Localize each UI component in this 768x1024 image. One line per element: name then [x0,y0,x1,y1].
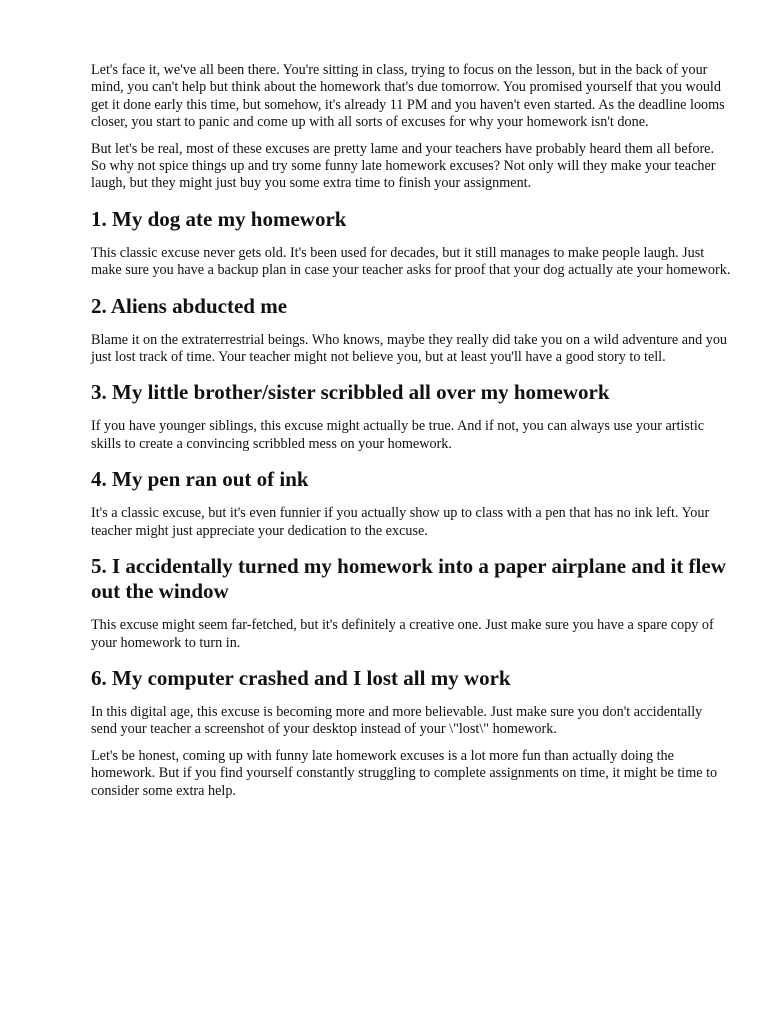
section-body-5: This excuse might seem far-fetched, but it's definitely a creative one. Just make sure you have a spare copy of your homework to turn in. [91,617,714,651]
section-heading-3: 3. My little brother/sister scribbled all over my homework [91,380,610,405]
section-heading-2: 2. Aliens abducted me [91,293,288,318]
section-body-6: In this digital age, this excuse is becoming more and more believable. Just make sure you don't accidentally send your teacher a screenshot of your desktop instead of your \"lost\" homework. [91,703,703,738]
intro-paragraph-1: Let's face it, we've all been there. You're sitting in class, trying to focus on the lesson, but in the back of your mind, you can't help but think about the homework that's due tomorrow. You promised yourself that you would get it done early this time, but somehow, it's already 11 PM and you haven't even started. As the deadline looms closer, you start to panic and come up with all sorts of excuses for why your homework isn't done. [91,62,725,131]
section-body-3: If you have younger siblings, this excuse might actually be true. And if not, you can always use your artistic skills to create a convincing scribbled mess on your homework. [91,418,705,452]
section-heading-5: 5. I accidentally turned my homework into a paper airplane and it flew out the window [91,554,726,604]
conclusion-paragraph: Let's be honest, coming up with funny late homework excuses is a lot more fun than actually doing the homework. But if you find yourself constantly struggling to complete assignments on time, it might be time to consider some extra help. [91,747,718,799]
section-body-2: Blame it on the extraterrestrial beings. Who knows, maybe they really did take you on a wild adventure and you just lost track of time. Your teacher might not believe you, but at least you'll have a good story to tell. [91,331,728,366]
intro-paragraph-2: But let's be real, most of these excuses are pretty lame and your teachers have probably heard them all before. So why not spice things up and try some funny late homework excuses? Not only will they make your teacher laugh, but they might just buy you some extra time to finish your assignment. [91,140,716,192]
section-body-1: This classic excuse never gets old. It's been used for decades, but it still manages to make people laugh. Just make sure you have a backup plan in case your teacher asks for proof that your dog actually ate your homework. [91,244,731,279]
section-heading-6: 6. My computer crashed and I lost all my work [91,665,511,690]
section-body-4: It's a classic excuse, but it's even funnier if you actually show up to class with a pen that has no ink left. Your teacher might just appreciate your dedication to the excuse. [91,505,710,539]
document-page [91,62,731,809]
section-heading-4: 4. My pen ran out of ink [91,467,309,492]
section-heading-1: 1. My dog ate my homework [91,206,347,231]
